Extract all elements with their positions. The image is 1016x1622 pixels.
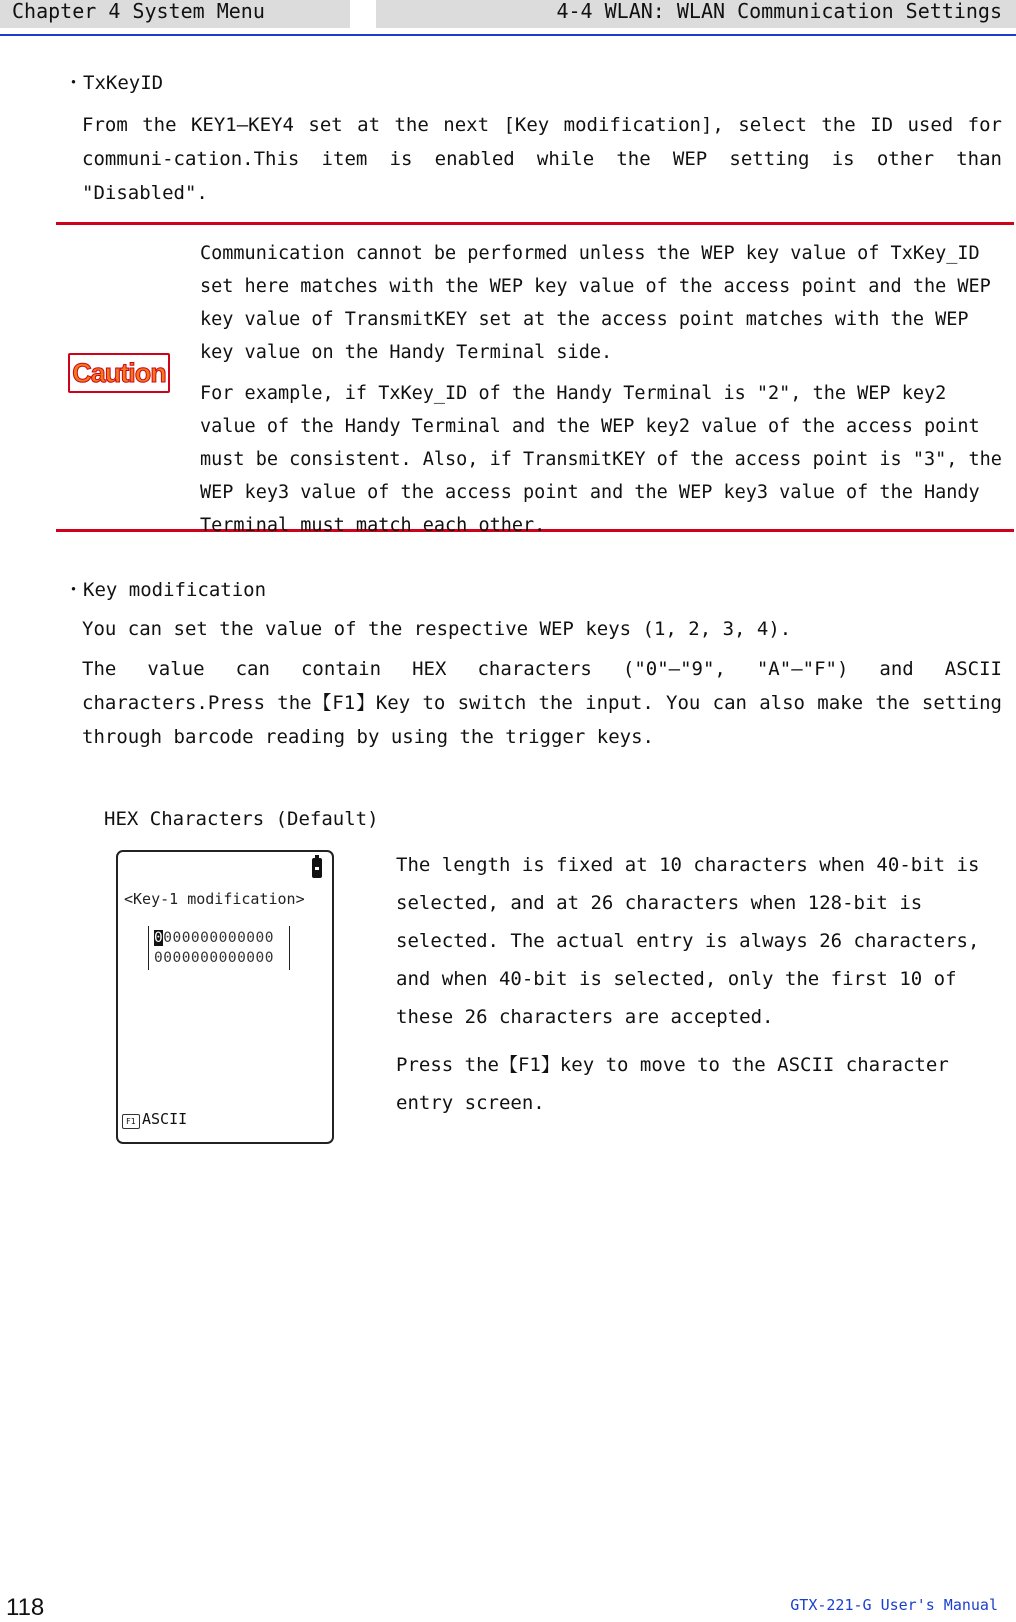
f1-instruction: Press the【F1】key to move to the ASCII character entry screen.	[396, 1054, 949, 1114]
hex-description: The length is fixed at 10 characters when 40-bit is selected, and at 26 characters when 128-bit is selected. The actual entry is always 26 characters, and when 40-bit is selected, only the first 10 of these 26 characters are accepted.	[396, 854, 980, 1028]
key-entry-line-2: 0000000000000	[154, 950, 274, 966]
page-number: 118	[6, 1594, 45, 1621]
caution-box	[56, 222, 1014, 536]
page-header	[0, 0, 1016, 36]
hex-characters-heading: HEX Characters (Default)	[104, 808, 379, 830]
entry-cursor: 0	[154, 930, 164, 946]
battery-icon	[312, 858, 322, 878]
section-title: 4-4 WLAN: WLAN Communication Settings	[556, 0, 1002, 23]
key-entry-line-1-rest: 000000000000	[163, 930, 274, 946]
screen-title: <Key-1 modification>	[124, 890, 305, 908]
caution-text	[200, 237, 1008, 550]
manual-name: GTX-221-G User's Manual	[790, 1596, 998, 1614]
handy-terminal-screen	[116, 850, 334, 1144]
f1-function-label[interactable]: ASCII	[142, 1110, 188, 1128]
keymod-line-1: You can set the value of the respective WEP keys (1, 2, 3, 4).	[82, 618, 792, 640]
chapter-title: Chapter 4 System Menu	[12, 0, 265, 23]
keymod-heading: ・Key modification	[64, 579, 267, 601]
txkeyid-body: From the KEY1–KEY4 set at the next [Key modification], select the ID used for communi-cation.This item is enabled while the WEP setting is other than "Disabled".	[82, 114, 1002, 204]
key-entry-field[interactable]	[148, 926, 290, 970]
caution-label: Caution	[72, 357, 166, 388]
txkeyid-heading: ・TxKeyID	[64, 72, 164, 94]
f1-key-icon: F1	[122, 1114, 140, 1129]
caution-badge	[68, 353, 170, 393]
keymod-line-2: The value can contain HEX characters ("0"–"9", "A"–"F") and ASCII characters.Press the【F1】Key to switch the input. You can also make the setting through barcode reading by using the trigger keys.	[82, 658, 1002, 748]
key-entry-line-1	[154, 928, 274, 948]
caution-paragraph-2: For example, if TxKey_ID of the Handy Terminal is "2", the WEP key2 value of the Handy Terminal and the WEP key2 value of the access point must be consistent. Also, if TransmitKEY of the access point is "3", the WEP key3 value of the access point and the WEP key3 value of the Handy Terminal must match each other.	[200, 383, 1002, 536]
caution-paragraph-1: Communication cannot be performed unless the WEP key value of TxKey_ID set here matches with the WEP key value of the access point and the WEP key value of TransmitKEY set at the access point matches with the WEP key value on the Handy Terminal side.	[200, 243, 991, 363]
header-rule	[0, 34, 1016, 36]
